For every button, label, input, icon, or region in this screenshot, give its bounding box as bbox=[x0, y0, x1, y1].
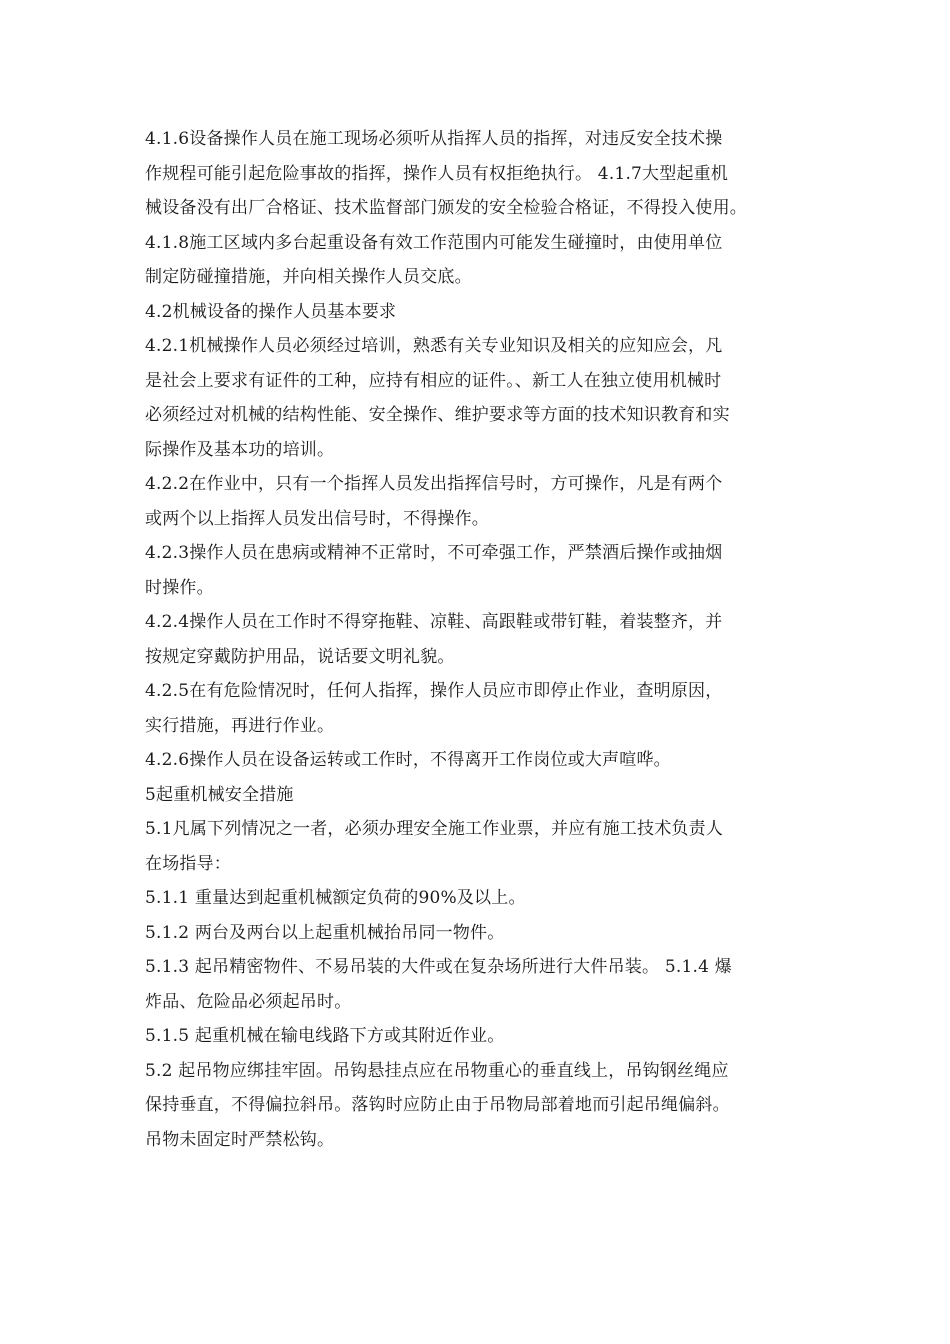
text-line: 4.1.8施工区域内多台起重设备有效工作范围内可能发生碰撞时，由使用单位 bbox=[145, 232, 723, 253]
text-line: 保持垂直，不得偏拉斜吊。落钩时应防止由于吊物局部着地而引起吊绳偏斜。 bbox=[145, 1095, 730, 1115]
text-line: 际操作及基本功的培训。 bbox=[145, 439, 335, 460]
text-line: 5.1.3 起吊精密物件、不易吊装的大件或在复杂场所进行大件吊装。 5.1.4 爆 bbox=[145, 957, 732, 977]
text-line: 4.2.5在有危险情况时，任何人指挥，操作人员应市即停止作业，查明原因， bbox=[145, 681, 723, 701]
text-line: 在场指导： bbox=[145, 853, 231, 874]
text-line: 4.2.6操作人员在设备运转或工作时，不得离开工作岗位或大声喧哗。 bbox=[145, 750, 671, 770]
text-line: 5.1.1 重量达到起重机械额定负荷的90%及以上。 bbox=[145, 888, 526, 908]
text-line: 实行措施，再进行作业。 bbox=[145, 715, 335, 736]
text-line: 时操作。 bbox=[145, 577, 214, 598]
text-line: 吊物未固定时严禁松钩。 bbox=[145, 1129, 335, 1150]
text-line: 4.2.2在作业中，只有一个指挥人员发出指挥信号时，方可操作，凡是有两个 bbox=[145, 474, 723, 494]
text-line: 5.1.2 两台及两台以上起重机械抬吊同一物件。 bbox=[145, 922, 505, 943]
text-line: 是社会上要求有证件的工种，应持有相应的证件。、新工人在独立使用机械时 bbox=[145, 370, 722, 391]
text-line: 4.1.6设备操作人员在施工现场必须听从指挥人员的指挥，对违反安全技术操 bbox=[145, 129, 723, 149]
text-line: 5.2 起吊物应绑挂牢固。吊钩悬挂点应在吊物重心的垂直线上，吊钩钢丝绳应 bbox=[145, 1060, 729, 1081]
text-line: 按规定穿戴防护用品，说话要文明礼貌。 bbox=[145, 646, 455, 667]
text-line: 5.1凡属下列情况之一者，必须办理安全施工作业票，并应有施工技术负责人 bbox=[145, 819, 724, 839]
section-heading: 5起重机械安全措施 bbox=[145, 784, 294, 805]
text-line: 4.2.1机械操作人员必须经过培训，熟悉有关专业知识及相关的应知应会，凡 bbox=[145, 336, 723, 356]
document-body bbox=[145, 122, 815, 1157]
text-line: 炸品、危险品必须起吊时。 bbox=[145, 991, 352, 1012]
text-line: 制定防碰撞措施，并向相关操作人员交底。 bbox=[145, 267, 472, 287]
section-heading: 4.2机械设备的操作人员基本要求 bbox=[145, 301, 397, 322]
text-line: 5.1.5 起重机械在输电线路下方或其附近作业。 bbox=[145, 1026, 505, 1046]
text-line: 作规程可能引起危险事故的指挥，操作人员有权拒绝执行。 4.1.7大型起重机 bbox=[145, 163, 729, 184]
text-line: 或两个以上指挥人员发出信号时，不得操作。 bbox=[145, 508, 489, 529]
text-line: 4.2.3操作人员在患病或精神不正常时，不可牵强工作，严禁酒后操作或抽烟 bbox=[145, 543, 723, 563]
text-line: 械设备没有出厂合格证、技术监督部门颁发的安全检验合格证，不得投入使用。 bbox=[145, 198, 747, 218]
text-line: 必须经过对机械的结构性能、安全操作、维护要求等方面的技术知识教育和实 bbox=[145, 405, 730, 425]
text-line: 4.2.4操作人员在工作时不得穿拖鞋、凉鞋、高跟鞋或带钉鞋，着装整齐，并 bbox=[145, 612, 723, 632]
